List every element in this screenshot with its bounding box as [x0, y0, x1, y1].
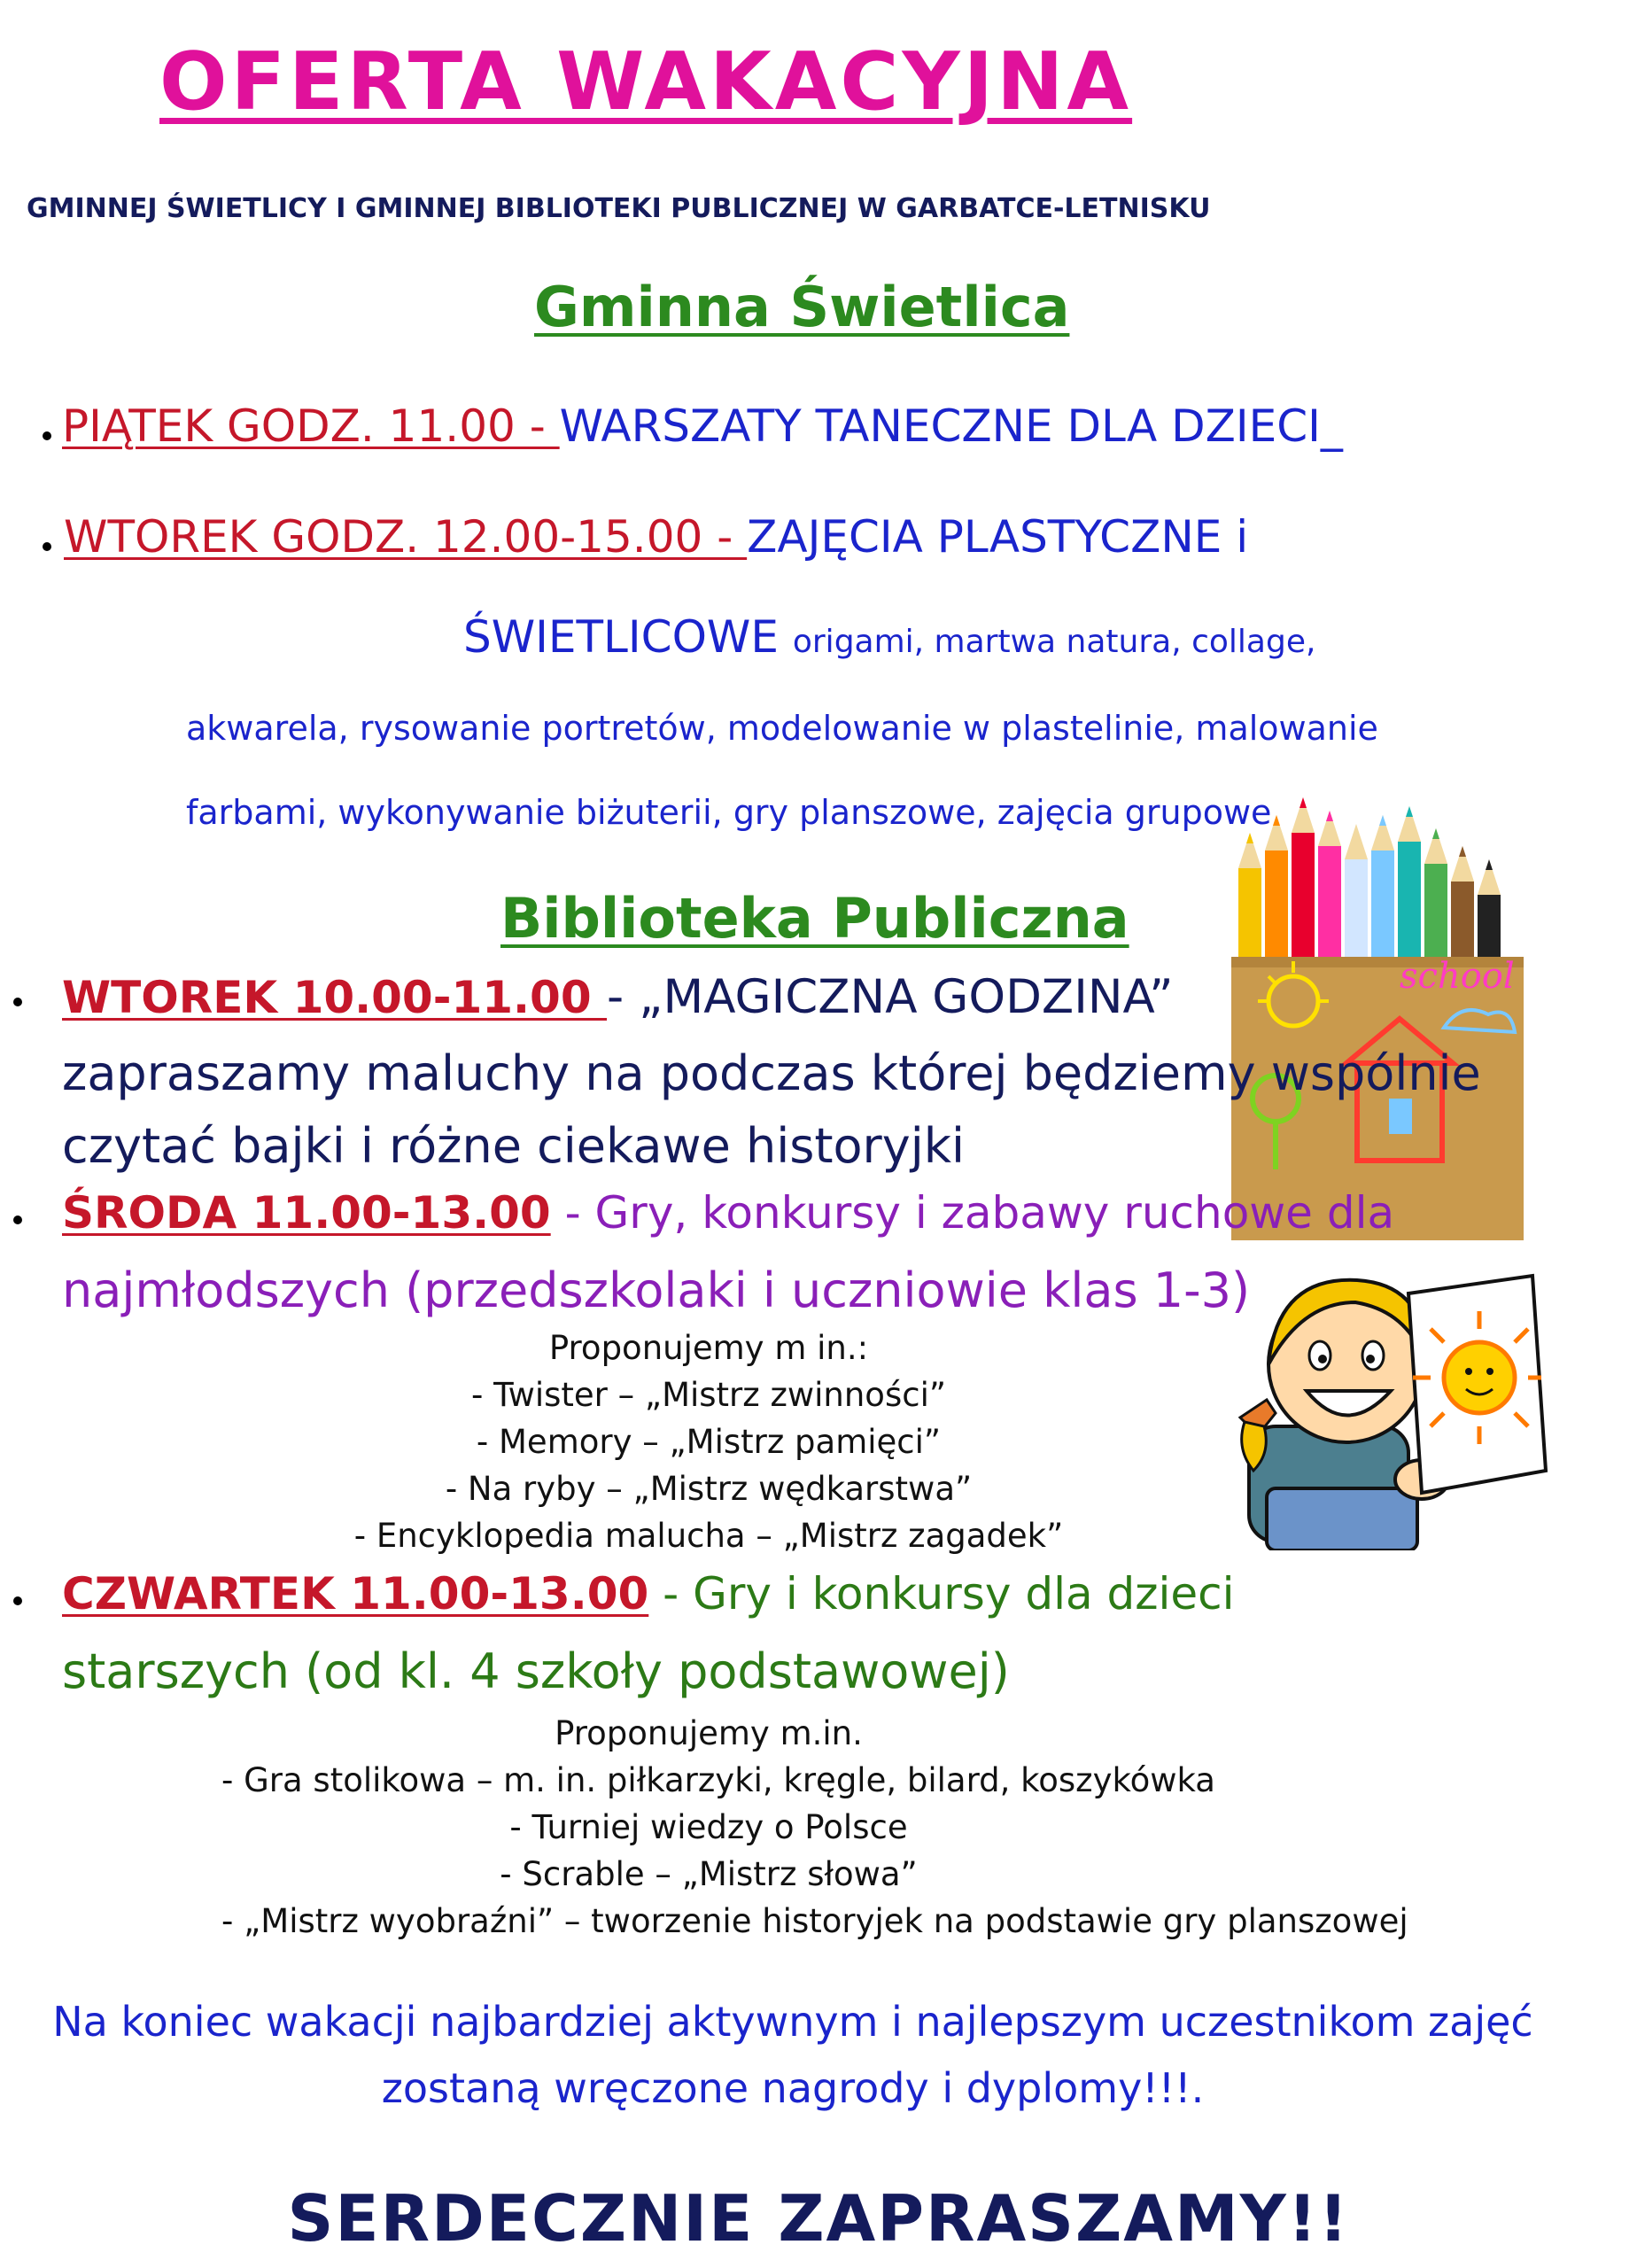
biblioteka-item-tuesday-line3: czytać bajki i różne ciekawe historyjki [62, 1118, 965, 1174]
list-item: - Memory – „Mistrz pamięci” [476, 1423, 942, 1461]
closing-text-line1: Na koniec wakacji najbardziej aktywnym i najlepszym uczestnikom zajęć [52, 1998, 1533, 2046]
swietlica-item-friday [62, 400, 1343, 452]
swietlica-item-tuesday-line2 [463, 611, 1315, 663]
bullet-icon [13, 1596, 22, 1605]
list-item: - Encyklopedia malucha – „Mistrz zagadek” [353, 1517, 1064, 1555]
bullet-icon [13, 1216, 22, 1224]
biblioteka-item-thursday-line2: starszych (od kl. 4 szkoły podstawowej) [62, 1643, 1010, 1699]
activity-title: ŚWIETLICOWE [463, 611, 793, 663]
child-with-drawing-illustration [1231, 1258, 1550, 1550]
schedule-activity: - Gry i konkursy dla dzieci [648, 1568, 1235, 1619]
bullet-icon [13, 998, 22, 1006]
section-heading-biblioteka: Biblioteka Publiczna [500, 886, 1129, 951]
schedule-time: PIĄTEK GODZ. 11.00 - [62, 400, 560, 452]
biblioteka-item-wednesday-line2: najmłodszych (przedszkolaki i uczniowie klas 1-3) [62, 1262, 1251, 1318]
biblioteka-item-tuesday-line2: zapraszamy maluchy na podczas której będziemy wspólnie [62, 1045, 1481, 1101]
bullet-icon [43, 542, 51, 551]
schedule-time: ŚRODA 11.00-13.00 [62, 1187, 551, 1239]
bullet-icon [43, 431, 51, 440]
schedule-time: WTOREK 10.00-11.00 [62, 972, 608, 1023]
activity-details: origami, martwa natura, collage, [792, 624, 1316, 660]
section-heading-swietlica: Gminna Świetlica [534, 275, 1070, 339]
list-item: - Gra stolikowa – m. in. piłkarzyki, kręgle, bilard, koszykówka [221, 1761, 1215, 1799]
page-subtitle: GMINNEJ ŚWIETLICY I GMINNEJ BIBLIOTEKI PUBLICZNEJ W GARBATCE-LETNISKU [27, 193, 1211, 224]
list-item: - „Mistrz wyobraźni” – tworzenie historyjek na podstawie gry planszowej [221, 1902, 1408, 1940]
list-item: - Turniej wiedzy o Polsce [509, 1808, 908, 1846]
swietlica-item-tuesday [64, 511, 1248, 563]
invitation-footer: SERDECZNIE ZAPRASZAMY!! [287, 2181, 1350, 2256]
colored-pencils-illustration [1222, 797, 1541, 1240]
list-item: Proponujemy m.in. [555, 1714, 863, 1752]
drawing-paper-icon [1408, 1276, 1546, 1493]
schedule-activity: WARSZATY TANECZNE DLA DZIECI_ [559, 400, 1343, 452]
list-item: - Scrable – „Mistrz słowa” [500, 1855, 918, 1893]
biblioteka-item-thursday [62, 1568, 1235, 1619]
schedule-time: WTOREK GODZ. 12.00-15.00 - [64, 511, 748, 563]
list-item: - Na ryby – „Mistrz wędkarstwa” [445, 1470, 973, 1508]
swietlica-item-tuesday-line4: farbami, wykonywanie biżuterii, gry planszowe, zajęcia grupowe [186, 793, 1272, 832]
biblioteka-item-wednesday [62, 1187, 1394, 1239]
page-title: OFERTA WAKACYJNA [159, 35, 1133, 128]
schedule-time: CZWARTEK 11.00-13.00 [62, 1568, 649, 1619]
schedule-activity: - „MAGICZNA GODZINA” [607, 970, 1174, 1024]
list-item: Proponujemy m in.: [548, 1329, 869, 1367]
swietlica-item-tuesday-line3: akwarela, rysowanie portretów, modelowanie w plastelinie, malowanie [186, 709, 1378, 748]
list-item: - Twister – „Mistrz zwinności” [470, 1376, 947, 1414]
closing-text-line2: zostaną wręczone nagrody i dyplomy!!!. [381, 2064, 1205, 2112]
schedule-activity: ZAJĘCIA PLASTYCZNE i [747, 511, 1249, 563]
schedule-activity: - Gry, konkursy i zabawy ruchowe dla [550, 1187, 1395, 1239]
biblioteka-item-tuesday [62, 970, 1174, 1024]
cup-label: school [1400, 956, 1515, 997]
